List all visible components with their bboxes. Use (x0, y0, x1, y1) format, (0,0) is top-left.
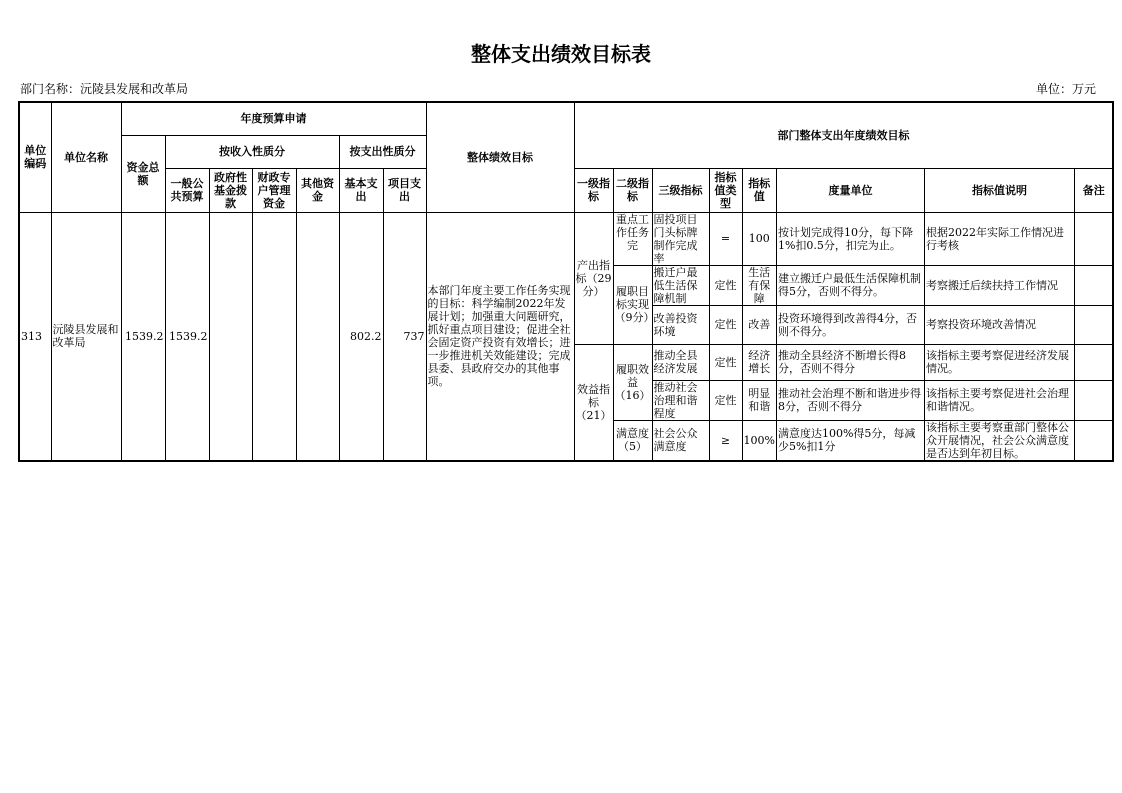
overall-goal-cell: 本部门年度主要工作任务实现的目标：科学编制2022年发展计划；加强重大问题研究，抓好重点项目建设；促进全社会固定资产投资有效增长；进一步推进机关效能建设；完成县委、县政府交办的其他事项。 (426, 212, 574, 461)
measure-cell: 推动全县经济不断增长得8分，否则不得分 (776, 344, 924, 380)
level3-cell: 推动社会治理和谐程度 (652, 380, 709, 420)
remarks-cell (1074, 212, 1113, 265)
project-expense-cell: 737 (383, 212, 426, 461)
header-dept-annual-goal: 部门整体支出年度绩效目标 (574, 102, 1113, 168)
level3-cell: 推动全县经济发展 (652, 344, 709, 380)
description-cell: 该指标主要考察促进社会治理和谐情况。 (924, 380, 1074, 420)
value-type-cell: 定性 (709, 344, 742, 380)
value-cell: 改善 (742, 305, 776, 344)
level2-cell: 满意度（5） (613, 420, 652, 461)
page-title: 整体支出绩效目标表 (471, 42, 651, 66)
value-cell: 100% (742, 420, 776, 461)
other-funds-cell (296, 212, 339, 461)
header-by-expense: 按支出性质分 (339, 135, 426, 168)
measure-cell: 按计划完成得10分，每下降1%扣0.5分，扣完为止。 (776, 212, 924, 265)
level2-cell: 履职效益（16） (613, 344, 652, 420)
header-by-income: 按收入性质分 (165, 135, 339, 168)
header-level3: 三级指标 (652, 168, 709, 212)
description-cell: 根据2022年实际工作情况进行考核 (924, 212, 1074, 265)
value-cell: 100 (742, 212, 776, 265)
remarks-cell (1074, 420, 1113, 461)
level2-cell: 履职目标实现（9分） (613, 265, 652, 344)
value-type-cell: 定性 (709, 305, 742, 344)
currency-unit-text: 单位：万元 (1036, 82, 1097, 96)
remarks-cell (1074, 380, 1113, 420)
general-budget-cell: 1539.2 (165, 212, 209, 461)
header-total-funds: 资金总额 (121, 135, 165, 212)
header-level1: 一级指标 (574, 168, 613, 212)
header-unit-code: 单位编码 (19, 102, 51, 212)
value-cell: 明显和谐 (742, 380, 776, 420)
measure-cell: 推动社会治理不断和谐进步得8分，否则不得分 (776, 380, 924, 420)
description-cell: 该指标主要考察促进经济发展情况。 (924, 344, 1074, 380)
measure-cell: 建立搬迁户最低生活保障机制得5分，否则不得分。 (776, 265, 924, 305)
level1-cell: 效益指标（21） (574, 344, 613, 461)
department-name: 部门名称：沅陵县发展和改革局 (20, 82, 189, 96)
header-value: 指标值 (742, 168, 776, 212)
header-gov-fund: 政府性基金拨款 (209, 168, 252, 212)
header-project-expense: 项目支出 (383, 168, 426, 212)
currency-unit (1036, 80, 1097, 97)
value-cell: 经济增长 (742, 344, 776, 380)
basic-expense-cell: 802.2 (339, 212, 383, 461)
value-type-cell: = (709, 212, 742, 265)
header-basic-expense: 基本支出 (339, 168, 383, 212)
remarks-cell (1074, 305, 1113, 344)
level3-cell: 社会公众满意度 (652, 420, 709, 461)
header-remarks: 备注 (1074, 168, 1113, 212)
gov-fund-cell (209, 212, 252, 461)
total-funds-cell: 1539.2 (121, 212, 165, 461)
measure-cell: 满意度达100%得5分，每减少5%扣1分 (776, 420, 924, 461)
description-cell: 该指标主要考察重部门整体公众开展情况，社会公众满意度是否达到年初目标。 (924, 420, 1074, 461)
header-annual-budget: 年度预算申请 (121, 102, 426, 135)
level3-cell: 固投项目门头标牌制作完成率 (652, 212, 709, 265)
header-other-funds: 其他资金 (296, 168, 339, 212)
header-fiscal-special: 财政专户管理资金 (252, 168, 296, 212)
header-unit-name: 单位名称 (51, 102, 121, 212)
header-overall-goal: 整体绩效目标 (426, 102, 574, 212)
description-cell: 考察搬迁后续扶持工作情况 (924, 265, 1074, 305)
remarks-cell (1074, 344, 1113, 380)
value-type-cell: 定性 (709, 380, 742, 420)
measure-cell: 投资环境得到改善得4分，否则不得分。 (776, 305, 924, 344)
performance-table (18, 101, 1114, 462)
unit-code-cell: 313 (19, 212, 51, 461)
remarks-cell (1074, 265, 1113, 305)
value-type-cell: 定性 (709, 265, 742, 305)
value-type-cell: ≥ (709, 420, 742, 461)
level1-cell: 产出指标（29分） (574, 212, 613, 344)
header-measure-unit: 度量单位 (776, 168, 924, 212)
level3-cell: 改善投资环境 (652, 305, 709, 344)
header-general-budget: 一般公共预算 (165, 168, 209, 212)
description-cell: 考察投资环境改善情况 (924, 305, 1074, 344)
level3-cell: 搬迁户最低生活保障机制 (652, 265, 709, 305)
header-value-type: 指标值类型 (709, 168, 742, 212)
fiscal-special-cell (252, 212, 296, 461)
value-cell: 生活有保障 (742, 265, 776, 305)
header-description: 指标值说明 (924, 168, 1074, 212)
header-level2: 二级指标 (613, 168, 652, 212)
unit-name-cell: 沅陵县发展和改革局 (51, 212, 121, 461)
level2-cell: 重点工作任务完 (613, 212, 652, 265)
